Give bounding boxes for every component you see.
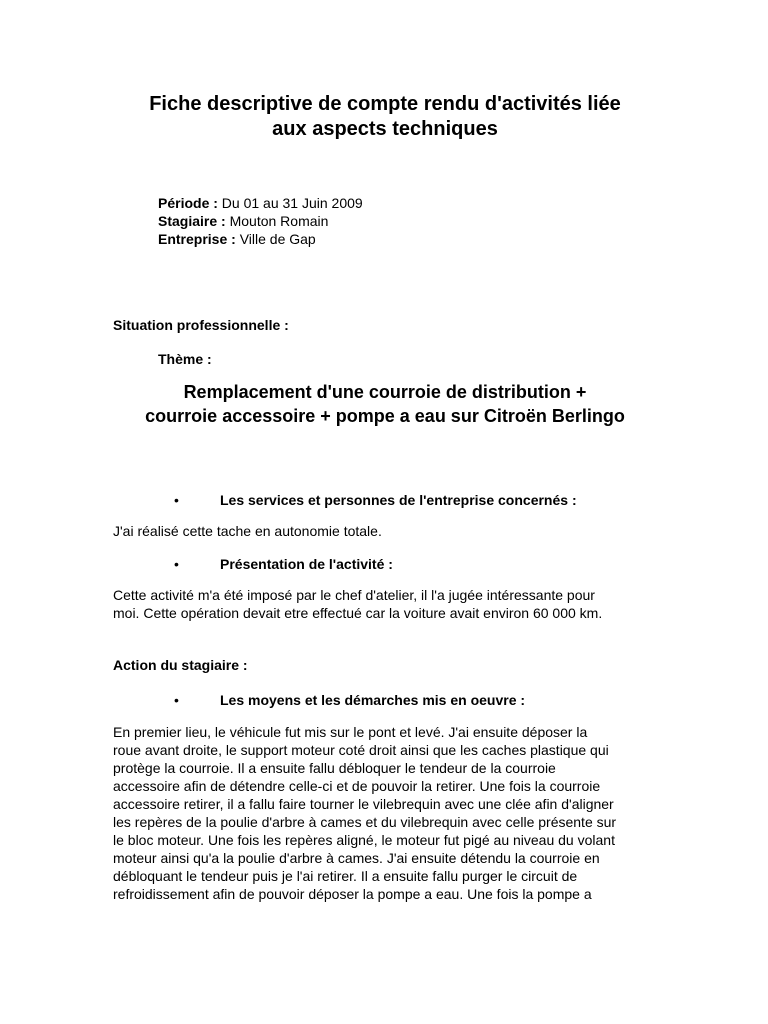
paragraph-line: le bloc moteur. Une fois les repères aligné, le moteur fut pigé au niveau du volant [113, 832, 615, 848]
paragraph-line: accessoire retirer, il a fallu faire tourner le vilebrequin avec une clée afin d'aligner [113, 796, 614, 812]
presentation-paragraph [113, 586, 658, 622]
moyens-paragraph [113, 723, 658, 903]
paragraph-line: En premier lieu, le véhicule fut mis sur le pont et levé. J'ai ensuite déposer la [113, 724, 588, 740]
entreprise-row [158, 230, 363, 248]
theme-label: Thème : [158, 351, 212, 367]
bullet-moyens [174, 691, 525, 709]
entreprise-label: Entreprise : [158, 231, 236, 247]
moyens-heading: Les moyens et les démarches mis en oeuvre : [220, 692, 526, 708]
periode-value: Du 01 au 31 Juin 2009 [221, 195, 363, 211]
periode-row [158, 194, 363, 212]
bullet-presentation [174, 555, 393, 573]
action-heading: Action du stagiaire : [113, 657, 248, 673]
paragraph-line: refroidissement afin de pouvoir déposer la pompe a eau. Une fois la pompe a [113, 886, 592, 902]
meta-block [158, 194, 363, 248]
document-title-line-1: Fiche descriptive de compte rendu d'activités liée [149, 93, 621, 115]
paragraph-line: protège la courroie. Il a ensuite fallu débloquer le tendeur de la courroie [113, 760, 556, 776]
stagiaire-label: Stagiaire : [158, 213, 226, 229]
situation-heading: Situation professionnelle : [113, 317, 289, 333]
bullet-services [174, 491, 577, 509]
presentation-heading: Présentation de l'activité : [220, 556, 393, 572]
bullet-icon: • [174, 556, 179, 572]
document-title [60, 92, 710, 142]
stagiaire-value: Mouton Romain [229, 213, 329, 229]
theme-title-line-1: Remplacement d'une courroie de distribution + [183, 382, 587, 402]
document-title-line-2: aux aspects techniques [272, 118, 498, 140]
paragraph-line: roue avant droite, le support moteur coté droit ainsi que les caches plastique qui [113, 742, 609, 758]
bullet-icon: • [174, 492, 179, 508]
paragraph-line: débloquant le tendeur puis je l'ai retirer. Il a ensuite fallu purger le circuit de [113, 868, 578, 884]
paragraph-line: les repères de la poulie d'arbre à cames et du vilebrequin avec celle présente sur [113, 814, 617, 830]
periode-label: Période : [158, 195, 218, 211]
services-heading: Les services et personnes de l'entreprise concernés : [220, 492, 577, 508]
entreprise-value: Ville de Gap [239, 231, 316, 247]
stagiaire-row [158, 212, 363, 230]
paragraph-line: accessoire afin de détendre celle-ci et de pouvoir la retirer. Une fois la courroie [113, 778, 601, 794]
services-line: J'ai réalisé cette tache en autonomie totale. [113, 523, 382, 539]
theme-title [100, 380, 670, 428]
paragraph-line: moteur ainsi qu'a la poulie d'arbre à cames. J'ai ensuite détendu la courroie en [113, 850, 600, 866]
services-text [113, 522, 658, 540]
paragraph-line: moi. Cette opération devait etre effectué car la voiture avait environ 60 000 km. [113, 605, 603, 621]
paragraph-line: Cette activité m'a été imposé par le chef d'atelier, il l'a jugée intéressante pour [113, 587, 595, 603]
bullet-icon: • [174, 692, 179, 708]
theme-title-line-2: courroie accessoire + pompe a eau sur Citroën Berlingo [145, 406, 625, 426]
